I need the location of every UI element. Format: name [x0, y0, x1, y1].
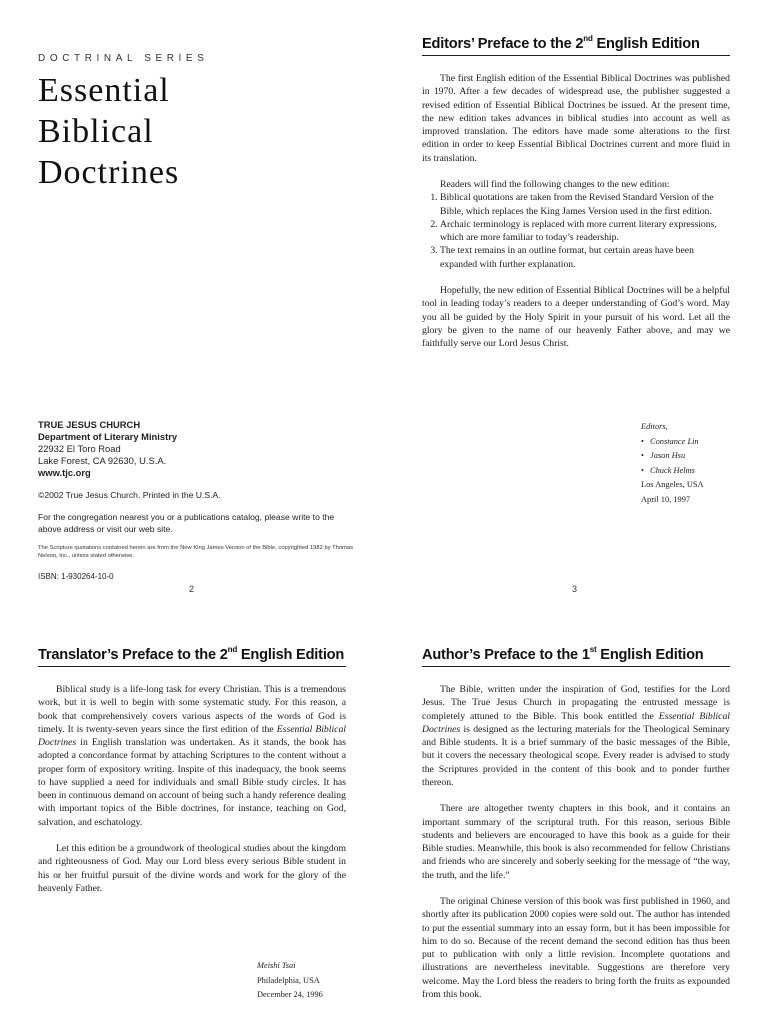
book-title-line-3: Doctrines [38, 154, 180, 191]
page-3 [384, 0, 768, 610]
publisher-info [38, 419, 358, 581]
translators-preface-heading: Translator’s Preface to the 2nd English Edition [38, 646, 346, 667]
book-title-line-1: Essential [38, 72, 170, 109]
editors-label: Editors, [641, 422, 668, 431]
change-item-2: 2. Archaic terminology is replaced with more current literary expressions, which are more familiar to today’s readership. [440, 218, 730, 245]
page-4 [0, 610, 384, 1024]
translator-name: Meishi Tsai [257, 961, 296, 970]
publisher-street: 22932 El Toro Road [38, 443, 121, 454]
publisher-department: Department of Literary Ministry [38, 431, 178, 442]
contact-note: For the congregation nearest you or a publications catalog, please write to the above address or visit our web site. [38, 512, 335, 534]
editors-paragraph-1: The first English edition of the Essential Biblical Doctrines was published in 1970. After a few decades of widespread use, the publisher suggested a revised edition of Essential Biblical Doctrines be issued. At the present time, the new edition takes advances in biblical studies into account as well as improved translation. The editors have made some alterations to the first edition in order to keep Essential Biblical Doctrines current and more fluid in its translation. [422, 73, 730, 164]
editors-preface-body [422, 72, 730, 364]
editors-preface-heading: Editors’ Preface to the 2nd English Edition [422, 35, 730, 56]
publisher-website: www.tjc.org [38, 467, 91, 478]
translator-signature [257, 959, 323, 1003]
book-title [38, 70, 179, 193]
page-number-2: 2 [189, 584, 195, 594]
editor-name-2: • Jason Hsu [641, 449, 704, 464]
authors-paragraph-3: The original Chinese version of this book was first published in 1960, and shortly after its publication 2000 copies were sold out. The author has intended to put the essential summary into an essay form, but it has been impossible for him to do so. Because of the recent demand the second edition has thus been put to publication with only a little revision. Incomplete quotations and illustrations are nevertheless inevitable. Suggestions are therefore very welcome. May the Lord bless the readers to bring forth the fruits as expounded from this book. [422, 896, 730, 1000]
translators-paragraph-1: Biblical study is a life-long task for every Christian. This is a tremendous work, but it is well to begin with some systematic study. For this reason, a book that comprehensively covers various aspects of the words of God is timely. It is twenty-seven years since the first edition of the Essential Biblical Doctrines in English translation was undertaken. As it stands, the book has adopted a concordance format by attaching Scriptures to the content without a proper form of expository writing. Inspite of this inadequacy, the book seems to have supplied a need for individuals and small Bible study circles. It has been in continuous demand on account of being such a handy reference dealing with important topics of the Bible doctrines, for instance, teaching on God, salvation, and eschatology. [38, 684, 346, 828]
scripture-note: The Scripture quotations contained herein are from the New King James Version of the Bible, copyrighted 1982 by Thomas Nelson, Inc., unless stated otherwise. [38, 545, 354, 559]
book-title-line-2: Biblical [38, 113, 154, 150]
translator-date: December 24, 1996 [257, 990, 323, 1000]
publisher-city: Lake Forest, CA 92630, U.S.A. [38, 455, 167, 466]
change-item-3: 3. The text remains in an outline format, but certain areas have been expanded with further explanation. [440, 244, 730, 271]
changes-intro: Readers will find the following changes to the new edition: [440, 179, 670, 190]
editors-paragraph-2: Hopefully, the new edition of Essential Biblical Doctrines will be a helpful tool in leading today’s readers to a deeper understanding of God’s word. May you all be guided by the Holy Spirit in your pursuit of his word. Let all the glory be given to the name of our heavenly Father above, and may we faithfully serve our Lord Jesus Christ. [422, 285, 730, 349]
copyright-notice: ©2002 True Jesus Church. Printed in the U.S.A. [38, 490, 221, 500]
editor-name-1: • Constance Lin [641, 435, 704, 450]
authors-paragraph-1: The Bible, written under the inspiration of God, testifies for the Lord Jesus. The True Jesus Church in propagating the entrusted message is completely attuned to the Bible. This book entitled the Essential Biblical Doctrines is designed as the lecturing materials for the Theological Seminary and Bible students. It is a brief summary of the basic messages of the Bible, but it covers the necessary theological scope. Every reader is advised to study the Scriptures provided in the content of this book and to ponder further thereon. [422, 684, 730, 788]
editors-signature [641, 420, 704, 508]
authors-preface-heading: Author’s Preface to the 1st English Edition [422, 646, 730, 667]
page-2 [0, 0, 384, 610]
editors-place: Los Angeles, USA [641, 480, 704, 490]
translators-preface-body [38, 683, 346, 908]
change-item-1: 1. Biblical quotations are taken from the Revised Standard Version of the Bible, which replaces the King James Version used in the first edition. [440, 191, 730, 218]
page-number-3: 3 [572, 584, 578, 594]
editor-name-3: • Chuck Helms [641, 464, 704, 479]
authors-preface-body [422, 683, 730, 1014]
authors-paragraph-2: There are altogether twenty chapters in this book, and it contains an important summary of the scriptural truth. For this reason, serious Bible students and believers are encouraged to have this book as a guide for their Bible studies. Meanwhile, this book is also recommended for fellow Christians and friends who are sincerely and soberly seeking for the message of “the way, the truth, and the life.” [422, 803, 730, 881]
changes-list [422, 191, 730, 271]
isbn: ISBN: 1-930264-10-0 [38, 572, 114, 582]
series-label: DOCTRINAL SERIES [38, 53, 209, 64]
translator-place: Philadelphia, USA [257, 975, 320, 985]
editors-date: April 10, 1997 [641, 494, 691, 504]
page-5 [384, 610, 768, 1024]
translators-paragraph-2: Let this edition be a groundwork of theological studies about the kingdom and righteousness of God. May our Lord bless every serious Bible student in his or her fruitful pursuit of the divine words and work for the glory of the heavenly Father. [38, 843, 346, 894]
publisher-name: TRUE JESUS CHURCH [38, 419, 141, 430]
